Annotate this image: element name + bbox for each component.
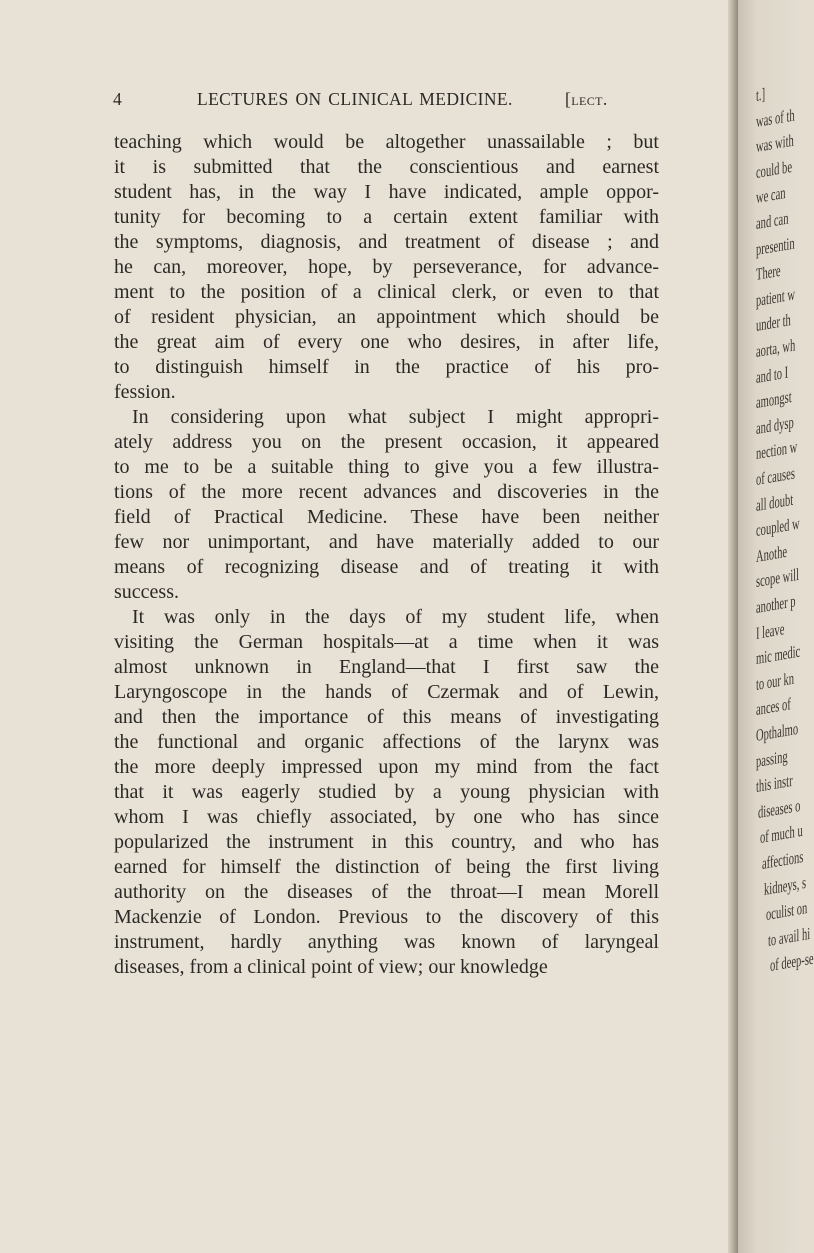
text-line: success. xyxy=(114,581,179,603)
text-line: to distinguish himself in the practice of his pro- xyxy=(114,356,659,378)
text-line: few nor unimportant, and have materially added to our xyxy=(114,531,659,553)
text-line: means of recognizing disease and of treating it with xyxy=(114,556,659,578)
facing-page-fragment: coupled w xyxy=(756,513,800,541)
text-line: Laryngoscope in the hands of Czermak and of Lewin, xyxy=(114,681,659,703)
text-line: ately address you on the present occasion, it appeared xyxy=(114,431,659,453)
facing-page-fragment: of causes xyxy=(756,463,795,489)
facing-page-fragment: could be xyxy=(756,156,793,182)
text-line: field of Practical Medicine. These have been neither xyxy=(114,506,659,528)
facing-page-fragment: of deep-se xyxy=(770,948,814,976)
text-line: Mackenzie of London. Previous to the discovery of this xyxy=(114,906,659,928)
facing-page-fragment: was with xyxy=(756,130,794,157)
body-text xyxy=(114,130,659,980)
facing-page-fragment: t.] xyxy=(756,84,766,105)
text-line: the functional and organic affections of the larynx was xyxy=(114,731,659,753)
book-gutter xyxy=(728,0,738,1253)
facing-page-fragment: to our kn xyxy=(756,668,795,694)
facing-page-fragment: and dysp xyxy=(756,412,794,438)
text-line: and then the importance of this means of investigating xyxy=(114,706,659,728)
facing-page-fragment: Opthalmo xyxy=(756,718,799,745)
text-line: earned for himself the distinction of being the first living xyxy=(114,856,659,878)
facing-page-edge xyxy=(738,0,814,1253)
facing-page-fragment: amongst xyxy=(756,387,792,413)
text-line: fession. xyxy=(114,381,176,403)
facing-page-fragment: patient w xyxy=(756,284,795,310)
facing-page-fragment: aorta, wh xyxy=(756,335,796,361)
text-line: ment to the position of a clinical clerk, or even to that xyxy=(114,281,659,303)
facing-page-fragment: kidneys, s xyxy=(764,872,807,899)
facing-page-fragment: this instr xyxy=(756,770,793,797)
text-line: he can, moreover, hope, by perseverance, for advance- xyxy=(114,256,659,278)
facing-page-fragment: to avail hi xyxy=(768,923,811,950)
book-title: LECTURES ON CLINICAL MEDICINE. xyxy=(197,89,513,109)
text-line: teaching which would be altogether unassailable ; but xyxy=(114,131,659,153)
text-line: popularized the instrument in this country, and who has xyxy=(114,831,659,853)
facing-page-fragment: There xyxy=(756,261,781,285)
section-label: [lect. xyxy=(565,89,608,109)
facing-page-fragment: under th xyxy=(756,310,791,336)
facing-page-fragment: scope will xyxy=(756,565,800,592)
text-line: instrument, hardly anything was known of laryngeal xyxy=(114,931,659,953)
facing-page-fragment: diseases o xyxy=(758,795,801,822)
text-line: tunity for becoming to a certain extent familiar with xyxy=(114,206,659,228)
running-head xyxy=(113,89,651,113)
text-line: the symptoms, diagnosis, and treatment of disease ; and xyxy=(114,231,659,253)
facing-page-fragment: another p xyxy=(756,591,796,617)
text-line: to me to be a suitable thing to give you a few illustra- xyxy=(114,456,659,478)
text-line: whom I was chiefly associated, by one who has since xyxy=(114,806,659,828)
facing-page-fragment: was of th xyxy=(756,105,795,131)
page-number: 4 xyxy=(113,89,123,109)
text-line: visiting the German hospitals—at a time when it was xyxy=(114,631,659,653)
text-line: it is submitted that the conscientious and earnest xyxy=(114,156,659,178)
facing-page-fragment: and can xyxy=(756,208,789,233)
facing-page-fragment: presentin xyxy=(756,233,795,259)
facing-page-fragment: we can xyxy=(756,183,786,208)
facing-page-fragment: oculist on xyxy=(766,898,808,925)
text-line: diseases, from a clinical point of view; our knowledge xyxy=(114,956,548,978)
text-line: the great aim of every one who desires, in after life, xyxy=(114,331,659,353)
text-line: It was only in the days of my student life, when xyxy=(132,606,659,628)
facing-page-fragment: affections xyxy=(762,846,804,873)
facing-page-fragment: of much u xyxy=(760,821,803,848)
facing-page-fragment: nection w xyxy=(756,437,798,464)
facing-page-fragment: and to I xyxy=(756,362,789,387)
text-line: In considering upon what subject I might appropri- xyxy=(132,406,659,428)
text-line: almost unknown in England—that I first saw the xyxy=(114,656,659,678)
facing-page-fragment: mic medic xyxy=(756,641,801,669)
text-line: tions of the more recent advances and discoveries in the xyxy=(114,481,659,503)
text-line: student has, in the way I have indicated, ample oppor- xyxy=(114,181,659,203)
facing-page-fragment: ances of xyxy=(756,694,791,720)
facing-page-fragment: I leave xyxy=(756,618,785,643)
text-line: that it was eagerly studied by a young physician with xyxy=(114,781,659,803)
facing-page-fragment: passing xyxy=(756,746,788,771)
text-line: the more deeply impressed upon my mind from the fact xyxy=(114,756,659,778)
text-line: authority on the diseases of the throat—I mean Morell xyxy=(114,881,659,903)
facing-page-fragment: Anothe xyxy=(756,541,788,566)
facing-page-fragment: all doubt xyxy=(756,489,794,515)
text-line: of resident physician, an appointment which should be xyxy=(114,306,659,328)
